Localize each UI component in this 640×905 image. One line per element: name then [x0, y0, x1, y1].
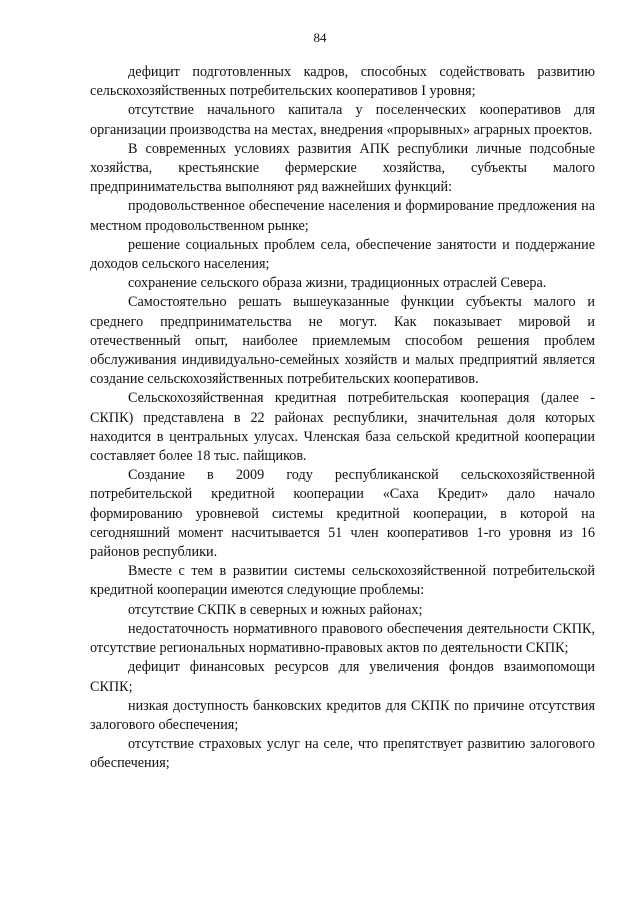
paragraph-social-problems: решение социальных проблем села, обеспечение занятости и поддержание доходов сельского населения;	[90, 236, 595, 273]
paragraph-skpk-overview: Сельскохозяйственная кредитная потребительская кооперация (далее - СКПК) представлена в 22 районах республики, значительная доля которых находится в центральных улусах. Членская база сельской кредитной кооперации составляет более 18 тыс. пайщиков.	[90, 390, 595, 465]
paragraph-problem-regulation: недостаточность нормативного правового обеспечения деятельности СКПК, отсутствие региональных нормативно-правовых актов по деятельности СКПК;	[90, 620, 595, 657]
paragraph-apk-functions-intro: В современных условиях развития АПК республики личные подсобные хозяйства, крестьянские фермерские хозяйства, субъекты малого предпринимательства выполняют ряд важнейших функций:	[90, 140, 595, 196]
paragraph-problems-intro: Вместе с тем в развитии системы сельскохозяйственной потребительской кредитной кооперации имеются следующие проблемы:	[90, 563, 595, 599]
paragraph-staff-deficit: дефицит подготовленных кадров, способных содействовать развитию сельскохозяйственных потребительских кооперативов I уровня;	[90, 64, 595, 100]
paragraph-problem-insurance: отсутствие страховых услуг на селе, что препятствует развитию залогового обеспечения;	[90, 736, 595, 772]
paragraph-rural-lifestyle: сохранение сельского образа жизни, традиционных отраслей Севера.	[128, 275, 547, 292]
paragraph-problem-bank-credit: низкая доступность банковских кредитов для СКПК по причине отсутствия залогового обеспечения;	[90, 697, 595, 733]
paragraph-cooperatives-solution: Самостоятельно решать вышеуказанные функции субъекты малого и среднего предпринимательства не могут. Как показывает мировой и отечественный опыт, наиболее приемлемым способом решения проблем обслуживания индивидуально-семейных хозяйств и малых предприятий является создание сельскохозяйственных потребительских кооперативов.	[90, 294, 595, 388]
paragraph-problem-no-skpk: отсутствие СКПК в северных и южных районах;	[128, 601, 423, 618]
document-body	[90, 63, 595, 774]
paragraph-saha-kredit: Создание в 2009 году республиканской сельскохозяйственной потребительской кредитной кооперации «Саха Кредит» дало начало формированию уровневой системы кредитной кооперации, в которой на сегодняшний момент насчитывается 51 член кооперативов 1-го уровня из 16 районов республики.	[90, 467, 595, 561]
paragraph-problem-funds: дефицит финансовых ресурсов для увеличения фондов взаимопомощи СКПК;	[90, 659, 595, 695]
paragraph-food-supply: продовольственное обеспечение населения и формирование предложения на местном продовольственном рынке;	[90, 198, 595, 234]
page-number: 84	[313, 30, 327, 45]
paragraph-initial-capital: отсутствие начального капитала у поселенческих кооперативов для организации производства на местах, внедрения «прорывных» аграрных проектов.	[90, 102, 595, 138]
